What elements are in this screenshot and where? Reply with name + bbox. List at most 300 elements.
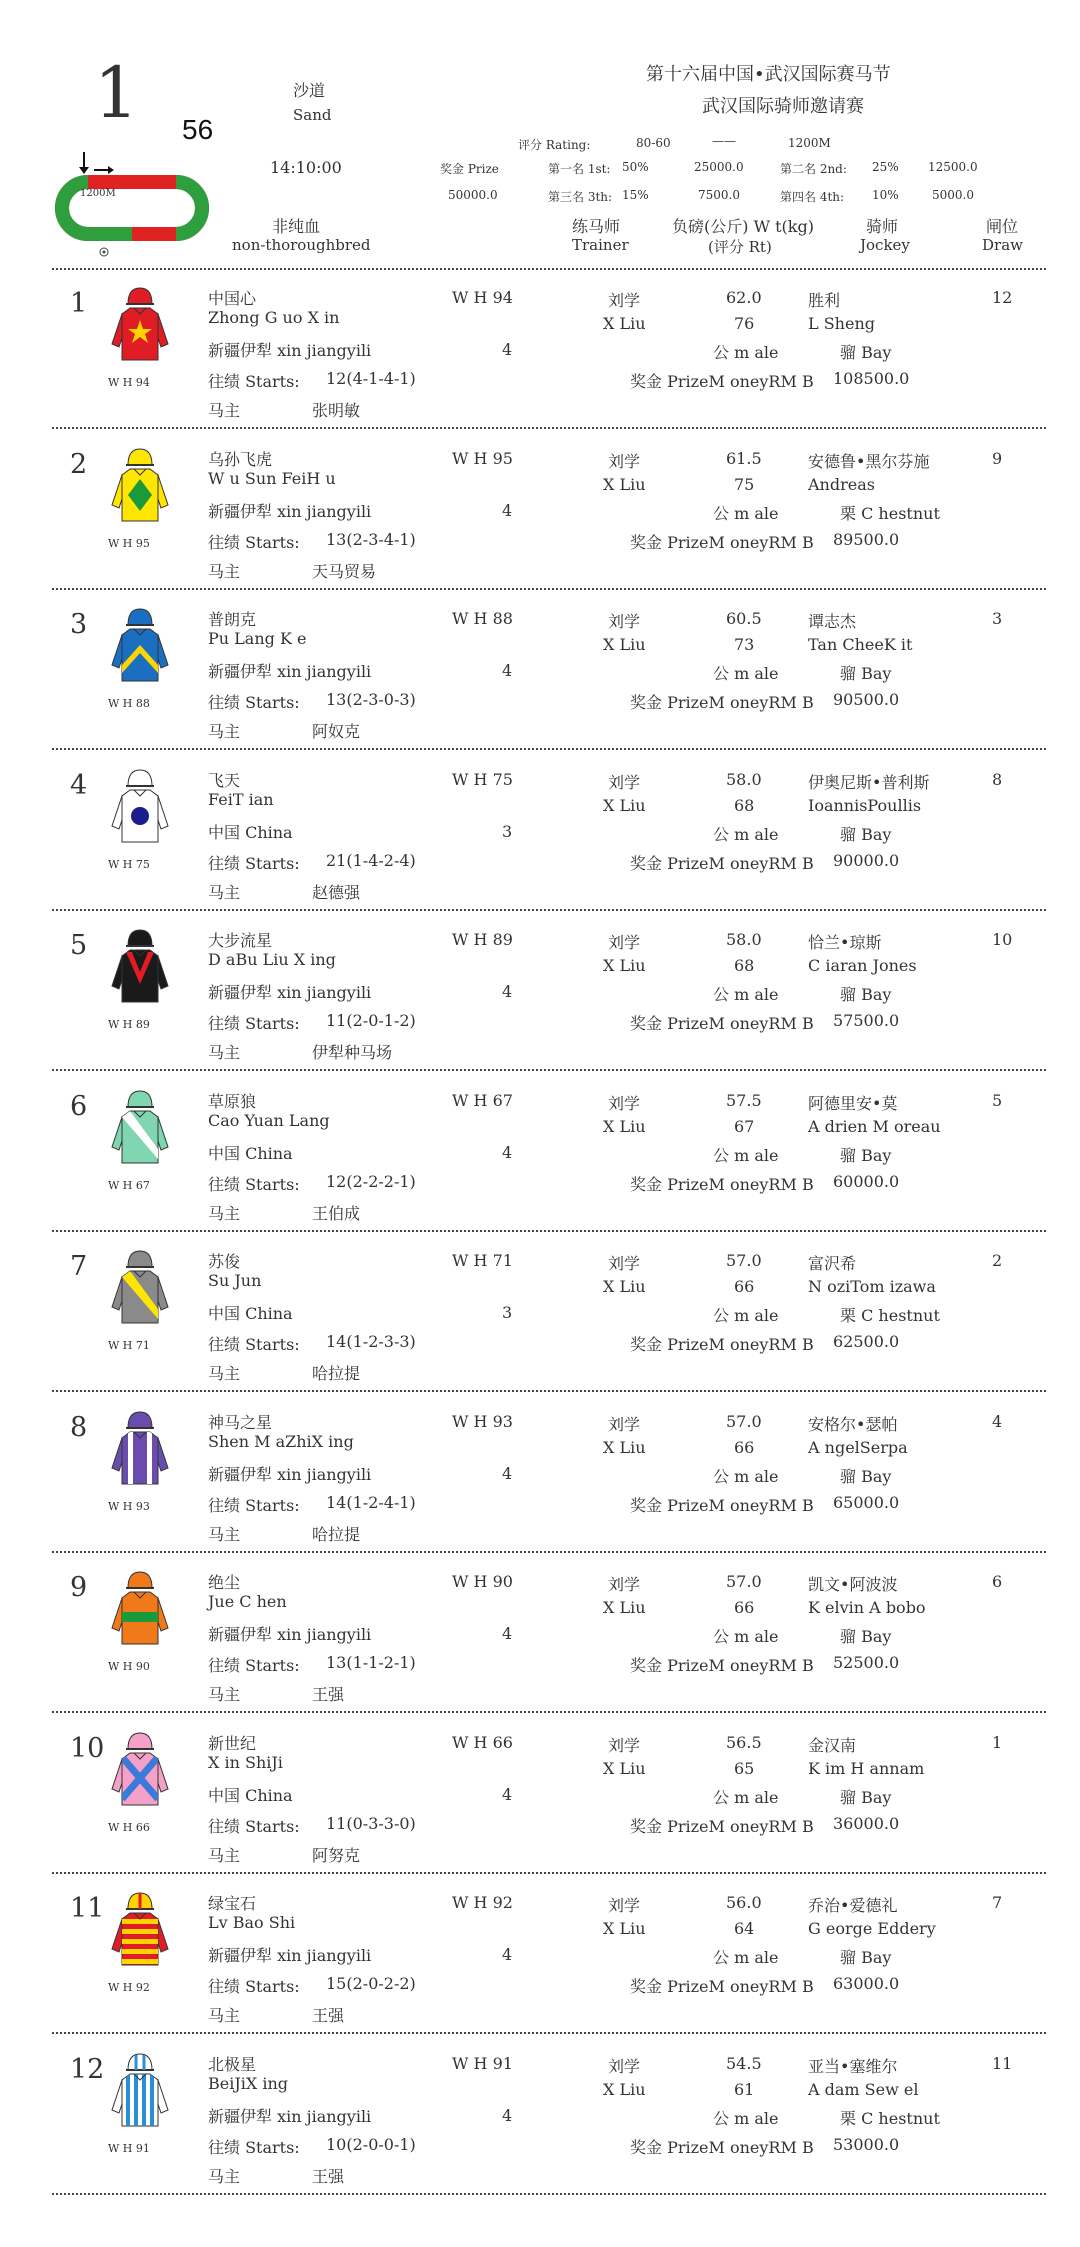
owner-name: 王强 bbox=[312, 2166, 345, 2186]
row-separator bbox=[52, 427, 1046, 429]
horse-name-en: Zhong G uo X in bbox=[208, 308, 340, 327]
starts-record: 11(0-3-3-0) bbox=[326, 1813, 416, 1833]
horse-name-en: FeiT ian bbox=[208, 789, 274, 809]
prize-4th-pct: 10% bbox=[872, 188, 899, 202]
prize-3rd-pct: 15% bbox=[622, 188, 649, 202]
jockey-cn: 安德鲁•黑尔芬施 bbox=[808, 451, 930, 471]
col-draw-en: Draw bbox=[982, 236, 1023, 254]
trainer-cn: 刘学 bbox=[608, 612, 641, 631]
horse-color: 栗 C hestnut bbox=[840, 503, 940, 523]
horse-code: W H 93 bbox=[452, 1411, 513, 1431]
runner-number: 5 bbox=[70, 930, 88, 961]
horse-age: 4 bbox=[502, 1784, 513, 1804]
prize-money: 65000.0 bbox=[833, 1492, 900, 1512]
horse-color: 骝 Bay bbox=[840, 985, 892, 1004]
prize-3rd-label: 第三名 3th: bbox=[548, 190, 613, 204]
horse-name-cn: 乌孙飞虎 bbox=[208, 449, 273, 469]
prize-money: 89500.0 bbox=[833, 529, 900, 549]
horse-code: W H 71 bbox=[452, 1251, 513, 1270]
jockey-silk-icon bbox=[108, 605, 172, 685]
rating: 76 bbox=[734, 314, 755, 333]
horse-origin: 新疆伊犁 xin jiangyili bbox=[208, 341, 372, 360]
draw-number: 2 bbox=[992, 1251, 1003, 1270]
row-separator bbox=[52, 1711, 1046, 1713]
horse-origin: 新疆伊犁 xin jiangyili bbox=[208, 983, 372, 1002]
trainer-en: X Liu bbox=[603, 1116, 646, 1136]
jockey-silk-icon bbox=[108, 284, 172, 364]
horse-code: W H 92 bbox=[452, 1893, 513, 1912]
runner-entry bbox=[0, 1717, 1080, 1877]
horse-code: W H 75 bbox=[452, 769, 513, 789]
trainer-en: X Liu bbox=[603, 1598, 646, 1617]
horse-sex: 公 m ale bbox=[713, 664, 779, 683]
starts-label: 往绩 Starts: bbox=[208, 693, 300, 712]
owner-name: 张明敏 bbox=[312, 401, 361, 420]
col-jockey-cn: 骑师 bbox=[866, 217, 899, 236]
row-separator bbox=[52, 1551, 1046, 1553]
weight-kg: 58.0 bbox=[726, 769, 762, 789]
horse-sex: 公 m ale bbox=[713, 2108, 779, 2128]
silk-code: W H 94 bbox=[108, 376, 150, 389]
row-separator bbox=[52, 748, 1046, 750]
jockey-silk-icon bbox=[108, 1408, 172, 1488]
trainer-en: X Liu bbox=[603, 1437, 646, 1457]
header-separator bbox=[52, 268, 1046, 270]
jockey-en: A ngelSerpa bbox=[808, 1437, 908, 1457]
silk-code: W H 71 bbox=[108, 1339, 150, 1352]
horse-name-cn: 苏俊 bbox=[208, 1252, 241, 1271]
horse-code: W H 90 bbox=[452, 1572, 513, 1591]
jockey-silk-icon bbox=[108, 445, 172, 525]
silk-code: W H 89 bbox=[108, 1018, 150, 1031]
prize-money: 36000.0 bbox=[833, 1813, 900, 1833]
rating: 61 bbox=[734, 2079, 755, 2099]
surface-cn: 沙道 bbox=[293, 81, 326, 100]
trainer-en: X Liu bbox=[603, 1758, 646, 1778]
jockey-en: C iaran Jones bbox=[808, 956, 917, 975]
owner-label: 马主 bbox=[208, 401, 241, 420]
starts-label: 往绩 Starts: bbox=[208, 1816, 300, 1836]
runner-number: 2 bbox=[70, 448, 88, 480]
prize-4th-label: 第四名 4th: bbox=[780, 190, 845, 204]
horse-age: 4 bbox=[502, 661, 513, 680]
runner-entry bbox=[0, 2038, 1080, 2198]
weight-kg: 56.0 bbox=[726, 1893, 762, 1912]
starts-record: 14(1-2-4-1) bbox=[326, 1492, 416, 1512]
horse-color: 骝 Bay bbox=[840, 1787, 892, 1807]
owner-label: 马主 bbox=[208, 1524, 241, 1544]
jockey-silk-icon bbox=[108, 1729, 172, 1809]
row-separator bbox=[52, 1069, 1046, 1071]
col-weight-en: (评分 Rt) bbox=[708, 238, 772, 256]
track-diagram bbox=[52, 150, 212, 260]
starts-record: 11(2-0-1-2) bbox=[326, 1011, 416, 1030]
starts-record: 13(2-3-4-1) bbox=[326, 529, 416, 549]
trainer-cn: 刘学 bbox=[608, 1254, 641, 1273]
prize-money-label: 奖金 PrizeM oneyRM B bbox=[630, 1816, 814, 1836]
jockey-silk-icon bbox=[108, 1087, 172, 1167]
runner-number: 6 bbox=[70, 1090, 88, 1122]
col-trainer-cn: 练马师 bbox=[572, 217, 621, 236]
horse-color: 骝 Bay bbox=[840, 1627, 892, 1646]
owner-name: 王强 bbox=[312, 1685, 345, 1704]
horse-code: W H 88 bbox=[452, 609, 513, 628]
trainer-en: X Liu bbox=[603, 635, 646, 654]
prize-money-label: 奖金 PrizeM oneyRM B bbox=[630, 853, 814, 873]
horse-sex: 公 m ale bbox=[713, 503, 779, 523]
surface-en: Sand bbox=[293, 106, 332, 124]
horse-age: 4 bbox=[502, 1463, 513, 1483]
owner-label: 马主 bbox=[208, 1685, 241, 1704]
runner-entry bbox=[0, 1396, 1080, 1556]
horse-name-cn: 绿宝石 bbox=[208, 1894, 257, 1913]
jockey-en: N oziTom izawa bbox=[808, 1277, 936, 1296]
owner-label: 马主 bbox=[208, 2166, 241, 2186]
runner-entry bbox=[0, 593, 1080, 753]
starts-label: 往绩 Starts: bbox=[208, 1174, 300, 1194]
runner-entry bbox=[0, 1556, 1080, 1716]
owner-name: 伊犁种马场 bbox=[312, 1043, 393, 1062]
row-separator bbox=[52, 2032, 1046, 2034]
jockey-cn: 恰兰•琼斯 bbox=[808, 933, 882, 952]
jockey-en: Andreas bbox=[808, 474, 875, 494]
rating: 73 bbox=[734, 635, 755, 654]
horse-code: W H 67 bbox=[452, 1090, 513, 1110]
prize-money: 62500.0 bbox=[833, 1332, 900, 1351]
horse-code: W H 66 bbox=[452, 1732, 513, 1752]
runner-entry bbox=[0, 754, 1080, 914]
silk-code: W H 90 bbox=[108, 1660, 150, 1673]
col-trainer-en: Trainer bbox=[572, 236, 629, 254]
starts-record: 15(2-0-2-2) bbox=[326, 1974, 416, 1993]
prize-2nd-label: 第二名 2nd: bbox=[780, 162, 847, 176]
jockey-silk-icon bbox=[108, 926, 172, 1006]
horse-age: 4 bbox=[502, 1142, 513, 1162]
starts-label: 往绩 Starts: bbox=[208, 1656, 300, 1675]
horse-name-en: Su Jun bbox=[208, 1271, 262, 1290]
rating: 75 bbox=[734, 474, 755, 494]
horse-sex: 公 m ale bbox=[713, 824, 779, 844]
horse-name-cn: 绝尘 bbox=[208, 1573, 241, 1592]
jockey-en: Tan CheeK it bbox=[808, 635, 913, 654]
owner-name: 王伯成 bbox=[312, 1203, 361, 1223]
prize-label: 奖金 Prize bbox=[440, 162, 499, 176]
prize-money: 57500.0 bbox=[833, 1011, 900, 1030]
starts-label: 往绩 Starts: bbox=[208, 1977, 300, 1996]
weight-kg: 58.0 bbox=[726, 930, 762, 949]
owner-name: 天马贸易 bbox=[312, 561, 377, 581]
horse-name-en: BeiJiX ing bbox=[208, 2073, 289, 2093]
horse-origin: 新疆伊犁 xin jiangyili bbox=[208, 1946, 372, 1965]
row-separator bbox=[52, 909, 1046, 911]
starts-record: 12(4-1-4-1) bbox=[326, 369, 416, 388]
horse-name-en: Jue C hen bbox=[208, 1592, 287, 1611]
silk-code: W H 88 bbox=[108, 697, 150, 710]
jockey-silk-icon bbox=[108, 1889, 172, 1969]
draw-number: 9 bbox=[992, 448, 1003, 468]
runner-number: 8 bbox=[70, 1411, 88, 1443]
horse-name-cn: 新世纪 bbox=[208, 1733, 257, 1753]
trainer-en: X Liu bbox=[603, 1277, 646, 1296]
starts-label: 往绩 Starts: bbox=[208, 1014, 300, 1033]
trainer-en: X Liu bbox=[603, 474, 646, 494]
horse-origin: 中国 China bbox=[208, 822, 293, 842]
trainer-en: X Liu bbox=[603, 314, 646, 333]
horse-name-cn: 飞天 bbox=[208, 770, 241, 790]
draw-number: 4 bbox=[992, 1411, 1003, 1431]
row-separator bbox=[52, 1390, 1046, 1392]
horse-age: 4 bbox=[502, 500, 513, 520]
rating: 68 bbox=[734, 795, 755, 815]
prize-money-label: 奖金 PrizeM oneyRM B bbox=[630, 532, 814, 552]
horse-code: W H 91 bbox=[452, 2053, 513, 2073]
prize-total: 50000.0 bbox=[448, 188, 498, 202]
horse-age: 4 bbox=[502, 982, 513, 1001]
jockey-silk-icon bbox=[108, 1247, 172, 1327]
horse-sex: 公 m ale bbox=[713, 1627, 779, 1646]
row-separator bbox=[52, 2193, 1046, 2195]
prize-money: 60000.0 bbox=[833, 1171, 900, 1191]
draw-number: 8 bbox=[992, 769, 1003, 789]
owner-label: 马主 bbox=[208, 1364, 241, 1383]
draw-number: 10 bbox=[992, 930, 1013, 949]
trainer-en: X Liu bbox=[603, 956, 646, 975]
jockey-cn: 亚当•塞维尔 bbox=[808, 2056, 898, 2076]
jockey-en: IoannisPoullis bbox=[808, 795, 922, 815]
row-separator bbox=[52, 1872, 1046, 1874]
draw-number: 1 bbox=[992, 1732, 1003, 1752]
horse-name-en: X in ShiJi bbox=[208, 1752, 283, 1772]
horse-color: 骝 Bay bbox=[840, 664, 892, 683]
starts-label: 往绩 Starts: bbox=[208, 1335, 300, 1354]
starts-label: 往绩 Starts: bbox=[208, 532, 300, 552]
owner-name: 王强 bbox=[312, 2006, 345, 2025]
horse-name-cn: 普朗克 bbox=[208, 610, 257, 629]
track-distance: 1200M bbox=[80, 188, 116, 199]
runner-number: 3 bbox=[70, 609, 88, 640]
horse-name-en: Cao Yuan Lang bbox=[208, 1110, 330, 1130]
starts-record: 21(1-4-2-4) bbox=[326, 850, 416, 870]
runner-number: 10 bbox=[70, 1732, 105, 1764]
runner-entry bbox=[0, 1235, 1080, 1395]
trainer-cn: 刘学 bbox=[608, 451, 641, 471]
horse-age: 3 bbox=[502, 1303, 513, 1322]
draw-number: 11 bbox=[992, 2053, 1013, 2073]
runner-number: 4 bbox=[70, 769, 88, 801]
prize-1st-label: 第一名 1st: bbox=[548, 162, 611, 176]
horse-origin: 中国 China bbox=[208, 1304, 293, 1323]
owner-name: 阿奴克 bbox=[312, 722, 361, 741]
runner-entry bbox=[0, 433, 1080, 593]
race-title: 武汉国际骑师邀请赛 bbox=[702, 96, 864, 117]
weight-kg: 57.0 bbox=[726, 1572, 762, 1591]
silk-code: W H 93 bbox=[108, 1499, 150, 1513]
owner-label: 马主 bbox=[208, 882, 241, 902]
prize-money: 52500.0 bbox=[833, 1653, 900, 1672]
horse-age: 4 bbox=[502, 340, 513, 359]
horse-sex: 公 m ale bbox=[713, 985, 779, 1004]
owner-label: 马主 bbox=[208, 1203, 241, 1223]
runner-number: 9 bbox=[70, 1572, 88, 1603]
jockey-en: K im H annam bbox=[808, 1758, 925, 1778]
horse-origin: 新疆伊犁 xin jiangyili bbox=[208, 2106, 372, 2126]
starts-label: 往绩 Starts: bbox=[208, 1495, 300, 1515]
horse-origin: 新疆伊犁 xin jiangyili bbox=[208, 1464, 372, 1484]
starts-record: 13(2-3-0-3) bbox=[326, 690, 416, 709]
prize-money: 90000.0 bbox=[833, 850, 900, 870]
horse-name-en: D aBu Liu X ing bbox=[208, 950, 336, 969]
horse-name-en: W u Sun FeiH u bbox=[208, 468, 336, 488]
weight-kg: 54.5 bbox=[726, 2053, 762, 2073]
owner-label: 马主 bbox=[208, 2006, 241, 2025]
prize-money-label: 奖金 PrizeM oneyRM B bbox=[630, 693, 814, 712]
horse-age: 4 bbox=[502, 2105, 513, 2125]
starts-label: 往绩 Starts: bbox=[208, 372, 300, 391]
prize-money: 90500.0 bbox=[833, 690, 900, 709]
draw-number: 5 bbox=[992, 1090, 1003, 1110]
starts-record: 12(2-2-2-1) bbox=[326, 1171, 416, 1191]
runner-number: 12 bbox=[70, 2053, 105, 2085]
starts-label: 往绩 Starts: bbox=[208, 853, 300, 873]
weight-kg: 57.0 bbox=[726, 1251, 762, 1270]
owner-name: 赵德强 bbox=[312, 882, 361, 902]
horse-sex: 公 m ale bbox=[713, 1145, 779, 1165]
trainer-cn: 刘学 bbox=[608, 2056, 641, 2076]
rating: 65 bbox=[734, 1758, 755, 1778]
horse-sex: 公 m ale bbox=[713, 1948, 779, 1967]
breed-cn: 非纯血 bbox=[272, 217, 321, 236]
rating: 68 bbox=[734, 956, 755, 975]
runner-number: 11 bbox=[70, 1893, 105, 1924]
prize-money-label: 奖金 PrizeM oneyRM B bbox=[630, 1335, 814, 1354]
runner-number: 1 bbox=[70, 288, 88, 319]
horse-code: W H 94 bbox=[452, 288, 513, 307]
race-number: 1 bbox=[94, 52, 139, 134]
prize-money-label: 奖金 PrizeM oneyRM B bbox=[630, 2137, 814, 2157]
breed-en: non-thoroughbred bbox=[232, 236, 371, 254]
horse-origin: 新疆伊犁 xin jiangyili bbox=[208, 662, 372, 681]
trainer-cn: 刘学 bbox=[608, 1093, 641, 1113]
horse-age: 3 bbox=[502, 821, 513, 841]
col-draw-cn: 闸位 bbox=[986, 217, 1019, 236]
horse-origin: 新疆伊犁 xin jiangyili bbox=[208, 501, 372, 521]
prize-money-label: 奖金 PrizeM oneyRM B bbox=[630, 1656, 814, 1675]
horse-sex: 公 m ale bbox=[713, 1306, 779, 1325]
weight-kg: 60.5 bbox=[726, 609, 762, 628]
rating: 64 bbox=[734, 1919, 755, 1938]
horse-name-en: Shen M aZhiX ing bbox=[208, 1431, 354, 1451]
prize-3rd-amt: 7500.0 bbox=[698, 188, 740, 202]
race-sub-number: 56 bbox=[182, 114, 214, 145]
horse-name-cn: 大步流星 bbox=[208, 931, 273, 950]
jockey-en: L Sheng bbox=[808, 314, 875, 333]
trainer-cn: 刘学 bbox=[608, 772, 641, 792]
starts-label: 往绩 Starts: bbox=[208, 2137, 300, 2157]
rating-dash: —— bbox=[712, 134, 736, 148]
jockey-en: G eorge Eddery bbox=[808, 1919, 936, 1938]
jockey-en: A drien M oreau bbox=[808, 1116, 941, 1136]
jockey-cn: 胜利 bbox=[808, 291, 841, 310]
weight-kg: 62.0 bbox=[726, 288, 762, 307]
prize-money-label: 奖金 PrizeM oneyRM B bbox=[630, 372, 814, 391]
horse-color: 骝 Bay bbox=[840, 1948, 892, 1967]
owner-label: 马主 bbox=[208, 561, 241, 581]
col-weight-cn: 负磅(公斤) W t(kg) bbox=[672, 217, 814, 236]
trainer-cn: 刘学 bbox=[608, 1735, 641, 1755]
horse-origin: 中国 China bbox=[208, 1143, 293, 1163]
prize-1st-pct: 50% bbox=[622, 160, 649, 174]
race-distance: 1200M bbox=[788, 136, 831, 150]
draw-number: 3 bbox=[992, 609, 1003, 628]
silk-code: W H 66 bbox=[108, 1820, 150, 1834]
draw-number: 12 bbox=[992, 288, 1013, 307]
runner-entry bbox=[0, 1877, 1080, 2037]
horse-origin: 中国 China bbox=[208, 1785, 293, 1805]
row-separator bbox=[52, 1230, 1046, 1232]
runner-entry bbox=[0, 914, 1080, 1074]
jockey-cn: 凯文•阿波波 bbox=[808, 1575, 898, 1594]
rating: 67 bbox=[734, 1116, 755, 1136]
horse-name-cn: 神马之星 bbox=[208, 1412, 273, 1432]
horse-sex: 公 m ale bbox=[713, 1787, 779, 1807]
horse-name-cn: 草原狼 bbox=[208, 1091, 257, 1111]
jockey-en: A dam Sew el bbox=[808, 2079, 919, 2099]
jockey-en: K elvin A bobo bbox=[808, 1598, 926, 1617]
horse-color: 栗 C hestnut bbox=[840, 2108, 940, 2128]
draw-number: 7 bbox=[992, 1893, 1003, 1912]
prize-4th-amt: 5000.0 bbox=[932, 188, 974, 202]
trainer-cn: 刘学 bbox=[608, 1414, 641, 1434]
prize-money: 53000.0 bbox=[833, 2134, 900, 2154]
runner-entry bbox=[0, 1075, 1080, 1235]
starts-record: 10(2-0-0-1) bbox=[326, 2134, 416, 2154]
prize-money-label: 奖金 PrizeM oneyRM B bbox=[630, 1174, 814, 1194]
jockey-silk-icon bbox=[108, 766, 172, 846]
event-title: 第十六届中国•武汉国际赛马节 bbox=[646, 64, 891, 85]
jockey-cn: 安格尔•瑟帕 bbox=[808, 1414, 898, 1434]
horse-origin: 新疆伊犁 xin jiangyili bbox=[208, 1625, 372, 1644]
horse-color: 骝 Bay bbox=[840, 1466, 892, 1486]
prize-money: 63000.0 bbox=[833, 1974, 900, 1993]
weight-kg: 61.5 bbox=[726, 448, 762, 468]
owner-label: 马主 bbox=[208, 1043, 241, 1062]
weight-kg: 57.0 bbox=[726, 1411, 762, 1431]
jockey-silk-icon bbox=[108, 1568, 172, 1648]
jockey-cn: 阿德里安•莫 bbox=[808, 1093, 898, 1113]
horse-age: 4 bbox=[502, 1945, 513, 1964]
rating-range: 80-60 bbox=[636, 136, 671, 150]
horse-name-cn: 北极星 bbox=[208, 2054, 257, 2074]
starts-record: 13(1-1-2-1) bbox=[326, 1653, 416, 1672]
weight-kg: 57.5 bbox=[726, 1090, 762, 1110]
trainer-cn: 刘学 bbox=[608, 933, 641, 952]
silk-code: W H 75 bbox=[108, 857, 150, 871]
runner-entry bbox=[0, 272, 1080, 432]
col-jockey-en: Jockey bbox=[860, 236, 910, 254]
trainer-cn: 刘学 bbox=[608, 1896, 641, 1915]
horse-name-en: Pu Lang K e bbox=[208, 629, 307, 648]
trainer-cn: 刘学 bbox=[608, 1575, 641, 1594]
jockey-silk-icon bbox=[108, 2050, 172, 2130]
owner-name: 阿努克 bbox=[312, 1845, 361, 1865]
prize-2nd-amt: 12500.0 bbox=[928, 160, 978, 174]
owner-name: 哈拉提 bbox=[312, 1364, 361, 1383]
prize-money-label: 奖金 PrizeM oneyRM B bbox=[630, 1495, 814, 1515]
trainer-en: X Liu bbox=[603, 795, 646, 815]
rating: 66 bbox=[734, 1598, 755, 1617]
race-time: 14:10:00 bbox=[270, 158, 342, 177]
jockey-cn: 谭志杰 bbox=[808, 612, 857, 631]
